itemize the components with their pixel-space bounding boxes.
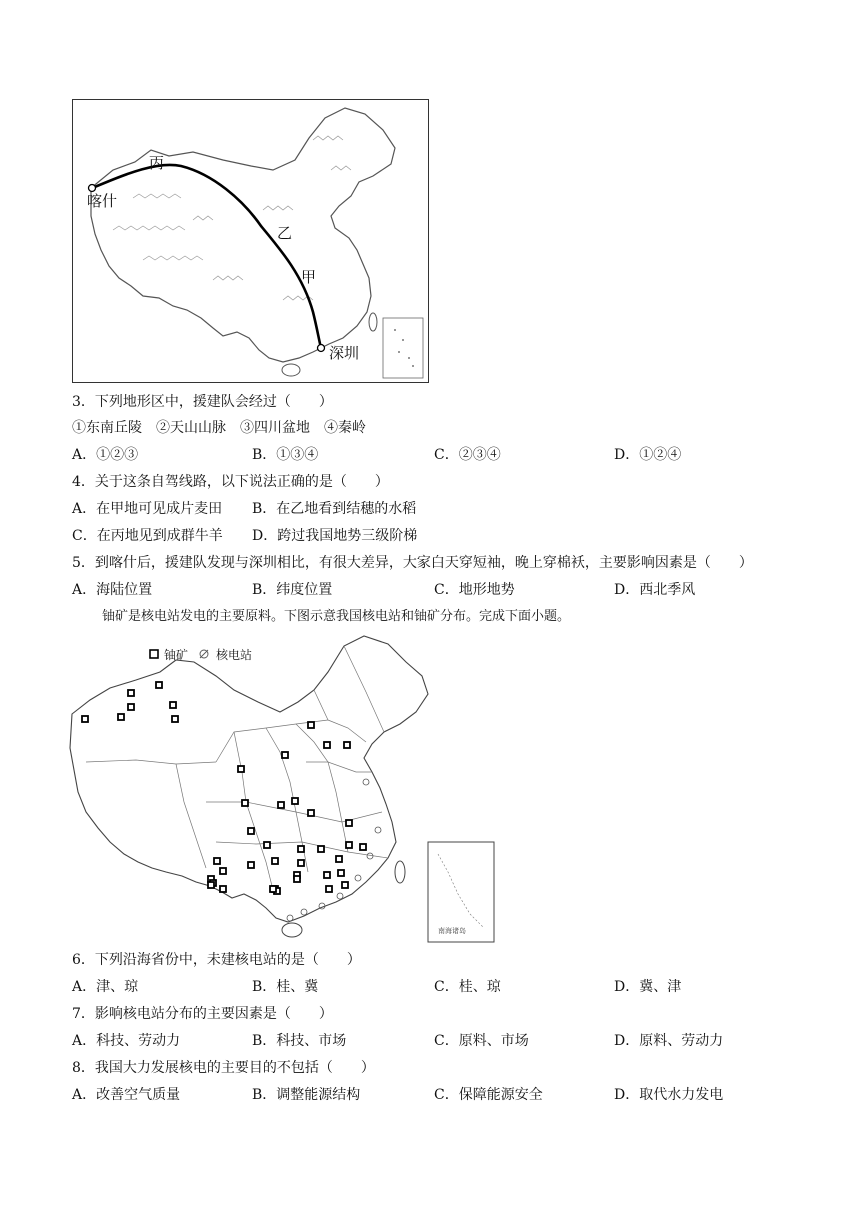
q6-option-a: A．津、琼	[72, 979, 139, 995]
q7-option-c: C．原料、市场	[434, 1033, 529, 1049]
q8-option-a: A．改善空气质量	[72, 1087, 181, 1103]
q4-option-a: A．在甲地可见成片麦田	[72, 501, 223, 517]
q8-option-d: D．取代水力发电	[614, 1087, 724, 1103]
q7-option-d: D．原料、劳动力	[614, 1033, 724, 1049]
label-jia: 甲	[301, 268, 317, 286]
legend-uranium-label: 铀矿	[164, 648, 189, 662]
q4-stem: 4．关于这条自驾线路，以下说法正确的是（ ）	[72, 474, 389, 490]
q5-option-d: D．西北季风	[614, 582, 696, 598]
q6-option-d: D．冀、津	[614, 979, 682, 995]
label-bing: 丙	[149, 154, 165, 172]
label-kashi: 喀什	[87, 192, 118, 210]
q7-option-b: B．科技、市场	[252, 1033, 347, 1049]
q7-option-a: A．科技、劳动力	[72, 1033, 181, 1049]
q5-stem: 5．到喀什后，援建队发现与深圳相比，有很大差异，大家白天穿短袖，晚上穿棉袄，主要影响因素是（ ）	[72, 555, 753, 571]
nuclear-map	[66, 632, 506, 944]
q6-option-c: C．桂、琼	[434, 979, 501, 995]
q6-stem: 6．下列沿海省份中，未建核电站的是（ ）	[72, 952, 361, 968]
q4-option-b: B．在乙地看到结穗的水稻	[252, 501, 417, 517]
legend-nuclear-icon	[200, 650, 208, 658]
q6-option-b: B．桂、冀	[252, 979, 319, 995]
route-line	[92, 165, 321, 348]
shenzhen-point	[318, 345, 325, 352]
q4-option-d: D．跨过我国地势三级阶梯	[252, 528, 418, 544]
section-intro: 铀矿是核电站发电的主要原料。下图示意我国核电站和铀矿分布。完成下面小题。	[102, 609, 571, 624]
q4-option-c: C．在丙地见到成群牛羊	[72, 528, 223, 544]
q3-option-b: B．①③④	[252, 447, 319, 463]
q8-stem: 8．我国大力发展核电的主要目的不包括（ ）	[72, 1060, 375, 1076]
legend-nuclear-label: 核电站	[216, 648, 253, 662]
q5-option-a: A．海陆位置	[72, 582, 153, 598]
q3-stem: 3．下列地形区中，援建队会经过（ ）	[72, 394, 333, 410]
inset-islands	[394, 329, 414, 367]
inset-label: 南海诸岛	[438, 927, 466, 935]
china-relief-map	[73, 100, 428, 382]
route-map	[72, 99, 429, 383]
china-province-map	[66, 632, 506, 944]
q5-option-b: B．纬度位置	[252, 582, 333, 598]
q3-option-a: A．①②③	[72, 447, 139, 463]
q8-option-b: B．调整能源结构	[252, 1087, 361, 1103]
uranium-markers	[82, 682, 366, 894]
inset-dashline	[438, 854, 484, 928]
q5-option-c: C．地形地势	[434, 582, 515, 598]
inset-box	[383, 318, 423, 378]
label-shenzhen: 深圳	[329, 344, 360, 362]
q3-option-c: C．②③④	[434, 447, 501, 463]
q7-stem: 7．影响核电站分布的主要因素是（ ）	[72, 1006, 333, 1022]
q3-items: ①东南丘陵 ②天山山脉 ③四川盆地 ④秦岭	[72, 420, 366, 436]
label-yi: 乙	[277, 224, 293, 242]
legend-uranium-icon	[150, 650, 158, 658]
q8-option-c: C．保障能源安全	[434, 1087, 543, 1103]
q3-option-d: D．①②④	[614, 447, 682, 463]
